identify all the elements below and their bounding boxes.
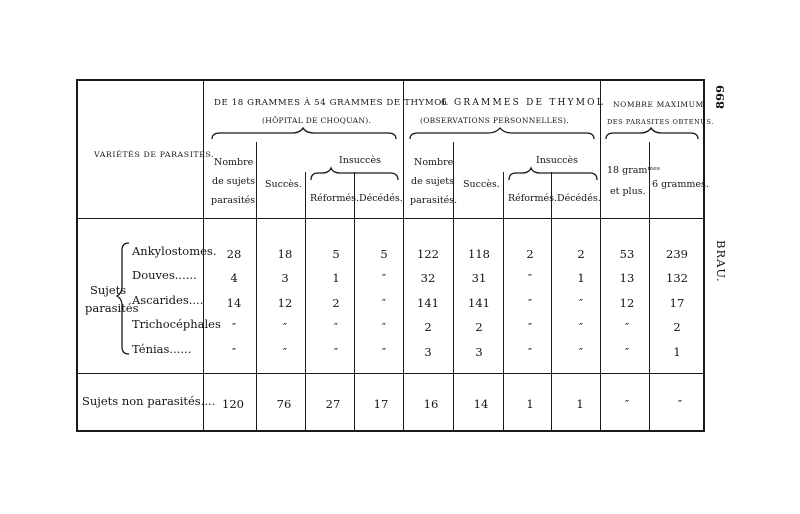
cell: 12 [619,296,635,310]
col3-gram-1: 18 gramᵐᵉˢ [607,165,661,176]
cell: 17 [669,296,685,310]
cell: 16 [423,397,439,411]
cell: ″ [527,320,533,334]
cell: 53 [619,247,635,261]
running-head: BRAU. [714,240,728,283]
row-label: Trichocéphales [132,317,221,331]
cell: 2 [332,296,340,310]
col1-succes: Succès. [265,179,302,190]
cell: ″ [381,320,387,334]
cell: 3 [281,271,289,285]
col1-nombre-2: de sujets [212,176,255,187]
cell: 3 [424,345,432,359]
col1-nombre-1: Nombre [214,157,254,168]
col2-decedes: Décédés. [557,193,601,204]
cell: 32 [420,271,436,285]
cell: ″ [231,345,237,359]
cell: ″ [282,345,288,359]
cell: ″ [333,345,339,359]
cell: 239 [666,247,688,261]
row-label: Ascarides.... [132,293,204,307]
cell: ″ [578,296,584,310]
cell: ″ [578,320,584,334]
group-label-2: parasités [85,301,139,315]
cell: ″ [381,271,387,285]
col2-insucces: Insuccès [536,155,579,166]
col3-gram-2: et plus. [610,186,646,197]
cell: ″ [578,345,584,359]
cell: 132 [666,271,688,285]
cell: 1 [577,271,585,285]
cell: ″ [231,320,237,334]
cell: 2 [577,247,585,261]
col2-nombre-2: de sujets [411,176,454,187]
cell: 1 [332,271,340,285]
cell: ″ [527,296,533,310]
col2-nombre-1: Nombre [414,157,454,168]
cell: 18 [277,247,293,261]
cell: 1 [526,397,534,411]
row-label: Douves...... [132,268,197,282]
group1-subtitle: (HÔPITAL DE CHOQUAN). [262,116,372,125]
cell: ″ [527,345,533,359]
row-label: Sujets non parasités.... [82,394,216,408]
cell: 122 [417,247,439,261]
cell: ″ [624,345,630,359]
cell: 17 [373,397,389,411]
cell: 31 [471,271,487,285]
cell: 12 [277,296,293,310]
cell: ″ [333,320,339,334]
group3-subtitle: DES PARASITES OBTENUS. [607,118,714,126]
group-label-1: Sujets [90,283,127,297]
cell: 141 [468,296,490,310]
cell: 3 [475,345,483,359]
cell: ″ [677,397,683,411]
col2-reformes: Réformés. [508,193,558,204]
cell: 14 [473,397,489,411]
col1-reformes: Réformés. [310,193,360,204]
cell: 14 [226,296,242,310]
cell: 118 [468,247,490,261]
group2-title: 6 GRAMMES DE THYMOL [441,98,605,108]
cell: 76 [276,397,292,411]
cell: 28 [226,247,242,261]
header-varieties: VARIÉTÉS DE PARASITES. [94,150,215,159]
group1-title: DE 18 GRAMMES À 54 GRAMMES DE THYMOL [214,98,449,108]
col3-six-grammes: 6 grammes. [652,179,709,190]
row-label: Ténias...... [132,342,192,356]
cell: ″ [624,397,630,411]
group3-title: NOMBRE MAXIMUM [613,100,704,109]
cell: 141 [417,296,439,310]
cell: 4 [230,271,238,285]
cell: 1 [673,345,681,359]
cell: 2 [673,320,681,334]
cell: ″ [282,320,288,334]
cell: 120 [222,397,244,411]
cell: 1 [576,397,584,411]
group2-subtitle: (OBSERVATIONS PERSONNELLES). [420,116,570,125]
col1-nombre-3: parasités. [211,195,259,206]
col1-insucces: Insuccès [339,155,382,166]
cell: ″ [381,296,387,310]
cell: 2 [475,320,483,334]
cell: ″ [381,345,387,359]
page-number: 899 [713,85,727,110]
col1-decedes: Décédés. [359,193,403,204]
col2-succes: Succès. [463,179,500,190]
cell: 2 [424,320,432,334]
cell: 2 [526,247,534,261]
cell: 5 [332,247,340,261]
cell: ″ [624,320,630,334]
cell: 27 [325,397,341,411]
col2-nombre-3: parasités. [410,195,458,206]
cell: 13 [619,271,635,285]
row-label: Ankylostomes. [132,244,217,258]
cell: ″ [527,271,533,285]
cell: 5 [380,247,388,261]
